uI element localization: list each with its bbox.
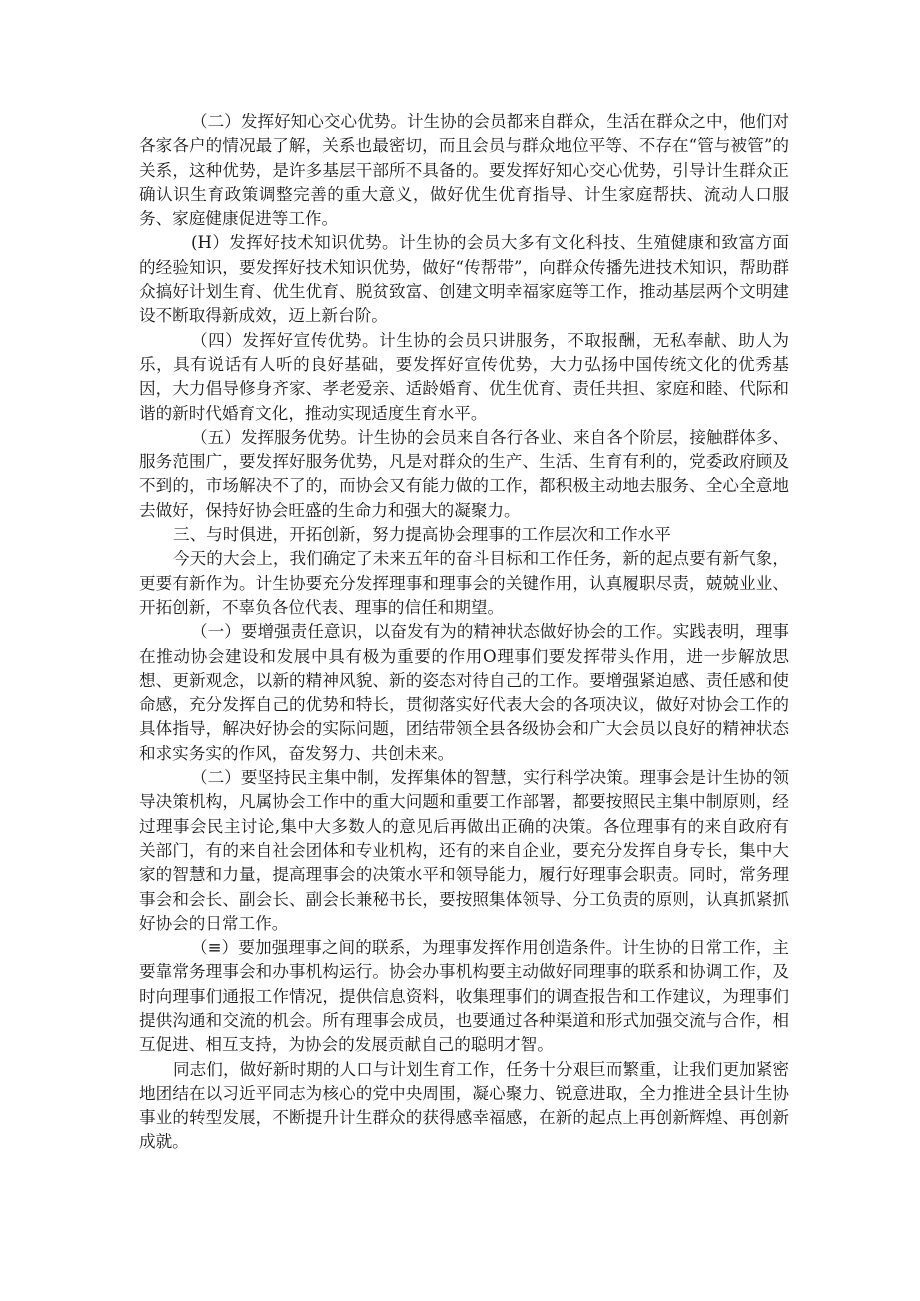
paragraph-closing: 同志们，做好新时期的人口与计划生育工作，任务十分艰巨而繁重，让我们更加紧密地团结在以习近平同志为核心的党中央周围，凝心聚力、锐意进取，全力推进全县计生协事业的转型发展，不断提升计生群众的获得感幸福感，在新的起点上再创新辉煌、再创新成就。 xyxy=(139,1059,789,1152)
paragraph-section-intro: 今天的大会上，我们确定了未来五年的奋斗目标和工作任务，新的起点要有新气象，更要有新作为。计生协要充分发挥理事和理事会的关键作用，认真履职尽责，兢兢业业、开拓创新，不辜负各位代表、理事的信任和期望。 xyxy=(139,549,789,617)
paragraph-democratic-centralism: （二）要坚持民主集中制，发挥集体的智慧，实行科学决策。理事会是计生协的领导决策机构，凡属协会工作中的重大问题和重要工作部署，都要按照民主集中制原则，经过理事会民主讨论,集中大多数人的意见后再做出正确的决策。各位理事有的来自政府有关部门，有的来自社会团体和专业机构，还有的来自企业，要充分发挥自身专长，集中大家的智慧和力量，提高理事会的决策水平和领导能力，履行好理事会职责。同时，常务理事会和会长、副会长、副会长兼秘书长，要按照集体领导、分工负责的原则，认真抓紧抓好协会的日常工作。 xyxy=(139,768,789,933)
paragraph-advantage-four: （四）发挥好宣传优势。计生协的会员只讲服务，不取报酬，无私奉献、助人为乐，具有说话有人听的良好基础，要发挥好宣传优势，大力弘扬中国传统文化的优秀基因，大力倡导修身齐家、孝老爱亲、适龄婚育、优生优育、责任共担、家庭和睦、代际和谐的新时代婚育文化，推动实现适度生育水平。 xyxy=(139,330,789,423)
paragraph-advantage-two: （二）发挥好知心交心优势。计生协的会员都来自群众，生活在群众之中，他们对各家各户的情况最了解，关系也最密切，而且会员与群众地位平等、不存在“管与被管”的关系，这种优势，是许多基层干部所不具备的。要发挥好知心交心优势，引导计生群众正确认识生育政策调整完善的重大意义，做好优生优育指导、计生家庭帮扶、流动人口服务、家庭健康促进等工作。 xyxy=(139,112,789,229)
section-heading-three: 三、与时俱进，开拓创新，努力提高协会理事的工作层次和工作水平 xyxy=(173,525,671,545)
paragraph-advantage-three: (H）发挥好技术知识优势。计生协的会员大多有文化科技、生殖健康和致富方面的经验知识，要发挥好技术知识优势，做好“传帮带”，向群众传播先进技术知识，帮助群众搞好计划生育、优生优育、脱贫致富、创建文明幸福家庭等工作，推动基层两个文明建设不断取得新成效，迈上新台阶。 xyxy=(139,233,789,326)
paragraph-liaison: （≡）要加强理事之间的联系，为理事发挥作用创造条件。计生协的日常工作，主要靠常务理事会和办事机构运行。协会办事机构要主动做好同理事的联系和协调工作，及时向理事们通报工作情况，提供信息资料，收集理事们的调查报告和工作建议，为理事们提供沟通和交流的机会。所有理事会成员，也要通过各种渠道和形式加强交流与合作，相互促进、相互支持，为协会的发展贡献自己的聪明才智。 xyxy=(139,938,789,1055)
paragraph-responsibility: （一）要增强责任意识，以奋发有为的精神状态做好协会的工作。实践表明，理事在推动协会建设和发展中具有极为重要的作用O理事们要发挥带头作用，进一步解放思想、更新观念，以新的精神风貌、新的姿态对待自己的工作。要增强紧迫感、责任感和使命感，充分发挥自己的优势和特长，贯彻落实好代表大会的各项决议，做好对协会工作的具体指导，解决好协会的实际问题，团结带领全县各级协会和广大会员以良好的精神状态和求实务实的作风，奋发努力、共创未来。 xyxy=(139,622,789,763)
document-body xyxy=(139,110,789,1155)
paragraph-advantage-five: （五）发挥服务优势。计生协的会员来自各行各业、来自各个阶层，接触群体多、服务范围广，要发挥好服务优势，凡是对群众的生产、生活、生育有利的，党委政府顾及不到的，市场解决不了的，而协会又有能力做的工作，都积极主动地去服务、全心全意地去做好，保持好协会旺盛的生命力和强大的凝聚力。 xyxy=(139,427,789,520)
